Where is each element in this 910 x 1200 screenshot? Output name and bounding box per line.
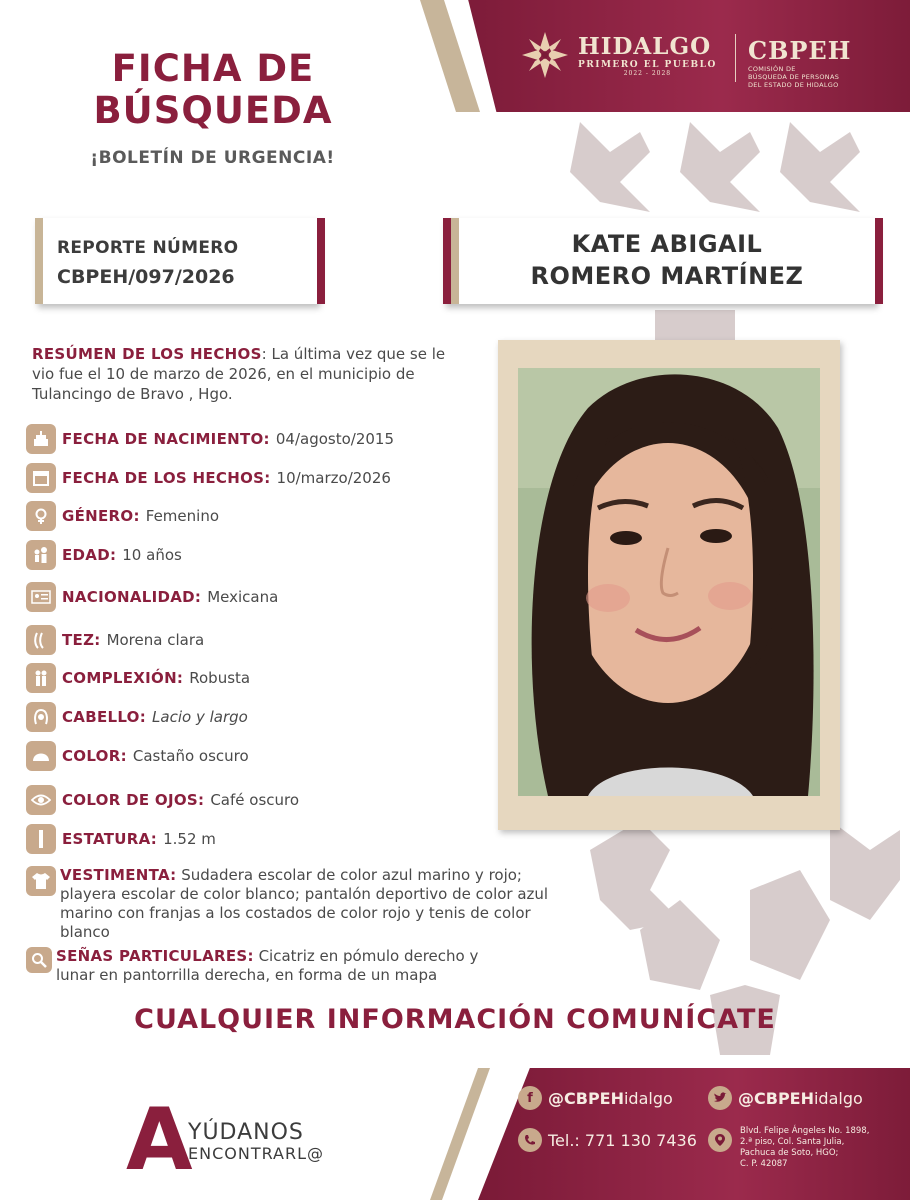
color-label: COLOR: xyxy=(62,747,127,765)
location-marker xyxy=(708,1128,732,1152)
facebook-handle-bold: @CBPEH xyxy=(548,1088,624,1108)
fact-hair xyxy=(26,702,248,732)
cbpeh-logo xyxy=(748,36,851,89)
cbpeh-title: CBPEH xyxy=(748,36,852,65)
event-date-label: FECHA DE LOS HECHOS: xyxy=(62,469,271,487)
hidalgo-tagline: PRIMERO EL PUEBLO xyxy=(578,60,717,70)
bird-pattern-top xyxy=(540,112,870,222)
urgency-subtitle: ¡BOLETÍN DE URGENCIA! xyxy=(90,148,335,168)
fact-eyes xyxy=(26,785,299,815)
twitter-handle-rest: idalgo xyxy=(813,1088,863,1108)
header-stripe xyxy=(420,0,480,112)
title-line1: FICHA DE xyxy=(111,47,315,90)
cbpeh-line2: BÚSQUEDA DE PERSONAS xyxy=(748,73,840,81)
hidalgo-logo xyxy=(520,30,717,80)
portrait-illustration xyxy=(518,368,820,796)
name-line1: KATE ABIGAIL xyxy=(571,230,763,258)
hair-label: CABELLO: xyxy=(62,708,147,726)
marks-label: SEÑAS PARTICULARES: xyxy=(56,947,254,965)
title-line2: BÚSQUEDA xyxy=(93,89,333,132)
birth-label: FECHA DE NACIMIENTO: xyxy=(62,430,270,448)
report-number: CBPEH/097/2026 xyxy=(57,266,235,288)
hair-icon xyxy=(26,702,56,732)
twitter-link[interactable] xyxy=(708,1086,863,1110)
whatsapp-icon xyxy=(518,1128,542,1152)
address-line3: Pachuca de Soto, HGO; xyxy=(740,1148,839,1158)
fact-marks xyxy=(26,947,516,985)
female-symbol-icon xyxy=(26,501,56,531)
eye-icon xyxy=(26,785,56,815)
eyes-label: COLOR DE OJOS: xyxy=(62,791,205,809)
fact-event-date xyxy=(26,463,391,493)
people-icon xyxy=(26,540,56,570)
call-to-action: CUALQUIER INFORMACIÓN COMUNÍCATE xyxy=(134,1004,776,1035)
person-name xyxy=(451,228,883,292)
page-title xyxy=(68,48,358,132)
nationality-value: Mexicana xyxy=(207,588,279,606)
bird-pattern-bottom xyxy=(580,810,910,1000)
summary-paragraph xyxy=(32,344,452,404)
cake-icon xyxy=(26,424,56,454)
fact-birth xyxy=(26,424,394,454)
fact-skin xyxy=(26,625,204,655)
address-line1: Blvd. Felipe Ángeles No. 1898, xyxy=(740,1126,870,1136)
facebook-icon: f xyxy=(518,1086,542,1110)
logo-divider xyxy=(735,34,736,82)
bird-pattern-middle xyxy=(650,305,740,345)
hair-value: Lacio y largo xyxy=(152,708,248,726)
shirt-icon xyxy=(26,866,56,896)
fact-clothing xyxy=(26,866,576,942)
id-card-icon xyxy=(26,582,56,612)
report-label: REPORTE NÚMERO xyxy=(57,238,239,258)
gender-label: GÉNERO: xyxy=(62,507,140,525)
age-label: EDAD: xyxy=(62,546,117,564)
address-block xyxy=(740,1126,900,1170)
summary-text: : La última vez que se le vio fue el 10 de marzo de 2026, en el municipio de Tulancingo de Bravo , Hgo. xyxy=(32,345,446,403)
hidalgo-title: HIDALGO xyxy=(578,33,712,60)
address-line2: 2.ª piso, Col. Santa Julia, xyxy=(740,1137,845,1147)
twitter-handle-bold: @CBPEH xyxy=(738,1088,814,1108)
hidalgo-years: 2022 - 2028 xyxy=(623,70,672,77)
ayudanos-line1: YÚDANOS xyxy=(188,1120,304,1145)
photo-frame xyxy=(498,340,840,830)
location-pin-icon xyxy=(708,1128,732,1152)
cbpeh-line1: COMISIÓN DE xyxy=(748,65,796,73)
ayudanos-big-a: A xyxy=(126,1090,193,1190)
address-line4: C. P. 42087 xyxy=(740,1159,788,1169)
fact-age xyxy=(26,540,182,570)
hidalgo-star-icon xyxy=(520,30,570,80)
fact-color xyxy=(26,741,249,771)
fact-nationality xyxy=(26,582,278,612)
twitter-icon xyxy=(708,1086,732,1110)
facebook-link[interactable] xyxy=(518,1086,673,1110)
build-label: COMPLEXIÓN: xyxy=(62,669,184,687)
ayudanos-logo xyxy=(126,1090,386,1190)
fact-gender xyxy=(26,501,219,531)
skin-value: Morena clara xyxy=(106,631,205,649)
age-value: 10 años xyxy=(122,546,182,564)
nationality-label: NACIONALIDAD: xyxy=(62,588,202,606)
birth-value: 04/agosto/2015 xyxy=(275,430,394,448)
fact-build xyxy=(26,663,250,693)
ayudanos-line2: ENCONTRARL@ xyxy=(188,1144,325,1163)
build-value: Robusta xyxy=(189,669,251,687)
name-card xyxy=(443,218,875,304)
height-label: ESTATURA: xyxy=(62,830,158,848)
phone-link[interactable] xyxy=(518,1128,697,1152)
skin-icon xyxy=(26,625,56,655)
hair-color-icon xyxy=(26,741,56,771)
fact-height xyxy=(26,824,216,854)
eyes-value: Café oscuro xyxy=(210,791,300,809)
magnifier-icon xyxy=(26,947,52,973)
report-card xyxy=(35,218,317,304)
height-value: 1.52 m xyxy=(163,830,216,848)
event-date-value: 10/marzo/2026 xyxy=(276,469,391,487)
calendar-icon xyxy=(26,463,56,493)
cbpeh-line3: DEL ESTADO DE HIDALGO xyxy=(748,81,839,89)
summary-label: RESÚMEN DE LOS HECHOS xyxy=(32,345,262,363)
clothing-label: VESTIMENTA: xyxy=(60,866,177,884)
gender-value: Femenino xyxy=(145,507,220,525)
facebook-handle-rest: idalgo xyxy=(623,1088,673,1108)
clothing-value: Sudadera escolar de color azul marino y rojo; playera escolar de color blanco; pantalón deportivo de color azul marino con franjas a los costados de color rojo y tenis de color blanco xyxy=(60,866,549,941)
ruler-icon xyxy=(26,824,56,854)
name-line2: ROMERO MARTÍNEZ xyxy=(530,262,804,290)
marks-value: Cicatriz en pómulo derecho y lunar en pantorrilla derecha, en forma de un mapa xyxy=(56,947,479,984)
phone-number: Tel.: 771 130 7436 xyxy=(548,1130,697,1150)
skin-label: TEZ: xyxy=(62,631,101,649)
body-icon xyxy=(26,663,56,693)
person-photo xyxy=(518,368,820,796)
color-value: Castaño oscuro xyxy=(132,747,249,765)
